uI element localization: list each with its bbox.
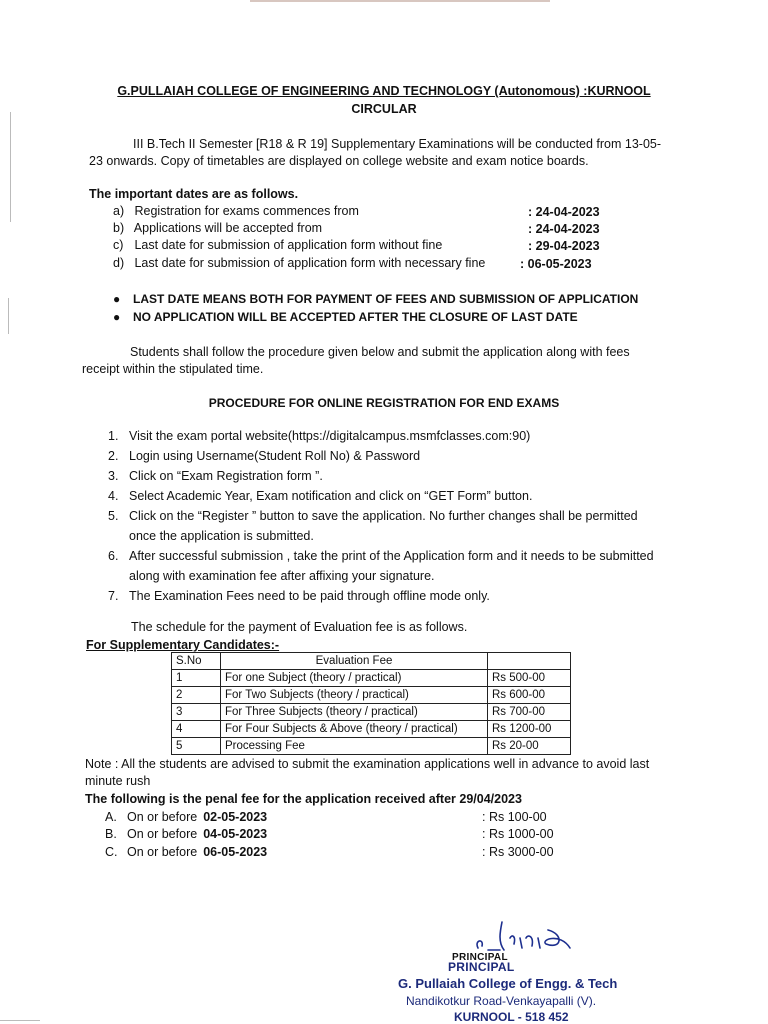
evaluation-fee-table (171, 652, 571, 755)
date-value-c: : 29-04-2023 (528, 239, 600, 253)
schedule-text: The schedule for the payment of Evaluation fee is as follows. (131, 620, 468, 634)
procedure-heading: PROCEDURE FOR ONLINE REGISTRATION FOR END EXAMS (208, 396, 560, 410)
bullet-icon: ● (113, 310, 121, 324)
table-cell: For Two Subjects (theory / practical) (221, 687, 488, 704)
scan-margin-line (10, 112, 11, 222)
procedure-step: 5. Click on the “Register ” button to save the application. No further changes shall be permitted once the application is submitted. (108, 509, 638, 543)
procedure-step: 7. The Examination Fees need to be paid through offline mode only. (108, 589, 490, 603)
table-cell: Processing Fee (221, 738, 488, 755)
date-value-d: : 06-05-2023 (520, 257, 592, 271)
penal-item-b: B. On or before 04-05-2023 (105, 827, 268, 841)
table-row (172, 738, 571, 755)
date-item-a: a) Registration for exams commences from (113, 204, 359, 218)
header-cell: Evaluation Fee (221, 653, 488, 670)
table-row (172, 687, 571, 704)
circular-heading: CIRCULAR (351, 102, 417, 116)
table-row (172, 670, 571, 687)
table-cell: 1 (172, 670, 221, 687)
table-cell: Rs 500-00 (488, 670, 571, 687)
procedure-step: 2. Login using Username(Student Roll No) & Password (108, 449, 421, 463)
penal-fee-c: : Rs 3000-00 (482, 845, 554, 859)
penal-fee-a: : Rs 100-00 (482, 810, 547, 824)
supplementary-heading: For Supplementary Candidates:- (86, 638, 280, 652)
table-row (172, 704, 571, 721)
table-cell: Rs 600-00 (488, 687, 571, 704)
stamp-city: KURNOOL - 518 452 (454, 1010, 569, 1024)
bullet-icon: ● (113, 292, 121, 306)
bullet-item-1: ● LAST DATE MEANS BOTH FOR PAYMENT OF FEES AND SUBMISSION OF APPLICATION (113, 292, 639, 306)
procedure-step: 6. After successful submission , take the print of the Application form and it needs to be submitted along with examination fee after affixing your signature. (108, 549, 654, 583)
penal-fee-b: : Rs 1000-00 (482, 827, 554, 841)
penal-item-c: C. On or before 06-05-2023 (105, 845, 268, 859)
dates-heading: The important dates are as follows. (89, 187, 299, 201)
top-border-line (250, 0, 550, 2)
procedure-step: 1. Visit the exam portal website(https://digitalcampus.msmfclasses.com:90) (108, 429, 531, 443)
table-row (172, 721, 571, 738)
scan-margin-line (8, 298, 9, 334)
table-cell: Rs 1200-00 (488, 721, 571, 738)
table-cell: For Three Subjects (theory / practical) (221, 704, 488, 721)
stamp-address: Nandikotkur Road-Venkayapalli (V). (406, 994, 597, 1008)
penal-item-a: A. On or before 02-05-2023 (105, 810, 268, 824)
table-cell: For Four Subjects & Above (theory / practical) (221, 721, 488, 738)
date-value-a: : 24-04-2023 (528, 205, 600, 219)
table-cell: 5 (172, 738, 221, 755)
table-header-row (172, 653, 571, 670)
follow-paragraph: Students shall follow the procedure given below and submit the application along with fees receipt within the stipulated time. (82, 345, 630, 376)
table-cell: 4 (172, 721, 221, 738)
date-item-c: c) Last date for submission of application form without fine (113, 238, 443, 252)
intro-paragraph: III B.Tech II Semester [R18 & R 19] Supplementary Examinations will be conducted from 13-05-23 onwards. Copy of timetables are displayed on college website and exam notice boards. (89, 137, 662, 168)
header-cell (488, 653, 571, 670)
principal-stamp-title: PRINCIPAL (448, 960, 515, 974)
note-paragraph: Note : All the students are advised to submit the examination applications well in advance to avoid last minute rush (85, 757, 650, 788)
stamp-college-name: G. Pullaiah College of Engg. & Tech (398, 976, 618, 991)
table-cell: For one Subject (theory / practical) (221, 670, 488, 687)
college-title: G.PULLAIAH COLLEGE OF ENGINEERING AND TECHNOLOGY (Autonomous) :KURNOOL (117, 84, 651, 98)
table-cell: 3 (172, 704, 221, 721)
date-value-b: : 24-04-2023 (528, 222, 600, 236)
principal-signature-label: PRINCIPAL (452, 952, 508, 963)
procedure-step: 3. Click on “Exam Registration form ”. (108, 469, 323, 483)
procedure-step: 4. Select Academic Year, Exam notification and click on “GET Form” button. (108, 489, 533, 503)
penal-fee-heading: The following is the penal fee for the application received after 29/04/2023 (85, 792, 522, 806)
header-cell: S.No (172, 653, 221, 670)
table-cell: Rs 20-00 (488, 738, 571, 755)
bullet-item-2: ● NO APPLICATION WILL BE ACCEPTED AFTER THE CLOSURE OF LAST DATE (113, 310, 578, 324)
table-cell: 2 (172, 687, 221, 704)
date-item-d: d) Last date for submission of application form with necessary fine (113, 256, 486, 270)
table-cell: Rs 700-00 (488, 704, 571, 721)
scan-margin-line (0, 1020, 40, 1021)
date-item-b: b) Applications will be accepted from (113, 221, 323, 235)
